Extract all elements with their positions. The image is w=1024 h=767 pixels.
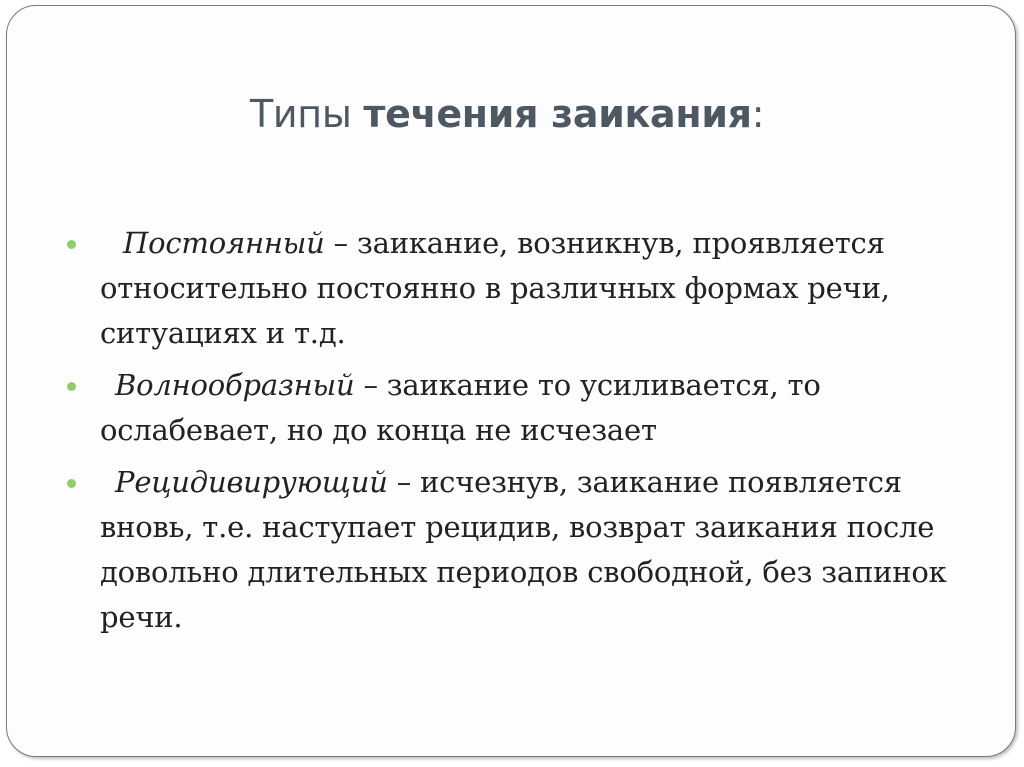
title-regular: Типы [250, 92, 352, 136]
list-item-wavy [67, 363, 967, 453]
bullet-list [67, 221, 967, 647]
title-colon: : [751, 92, 765, 136]
slide-frame [6, 5, 1016, 757]
slide-title [250, 92, 764, 136]
list-item-text: – исчезнув, заикание появляется вновь, т.е. наступает рецидив, возврат заикания после довольно длительных периодов свободной, без запинок речи. [100, 465, 947, 634]
bullet-dot-icon [67, 479, 76, 488]
list-item-text: – заикание, возникнув, проявляется относительно постоянно в различных формах речи, ситуациях и т.д. [100, 226, 890, 350]
bullet-dot-icon [67, 382, 76, 391]
list-item-term: Рецидивирующий [115, 465, 388, 499]
list-item-constant [67, 221, 967, 356]
bullet-dot-icon [67, 240, 76, 249]
list-item-term: Постоянный [123, 226, 325, 260]
list-item-text: – заикание то усиливается, то ослабевает, но до конца не исчезает [100, 368, 821, 447]
title-bold: течения заикания [363, 92, 752, 136]
list-item-recurrent [67, 460, 967, 640]
list-item-term: Волнообразный [115, 368, 355, 402]
